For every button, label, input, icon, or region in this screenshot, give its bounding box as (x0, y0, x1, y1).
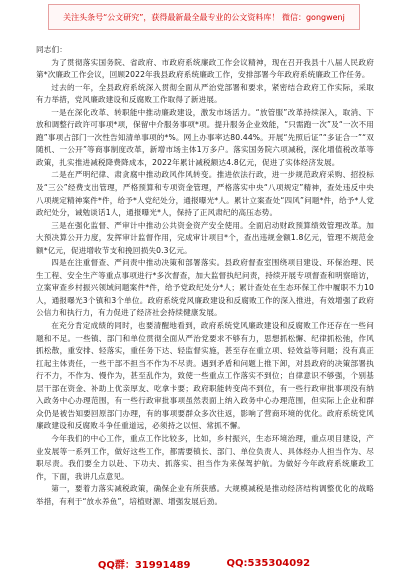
paragraph: 今年我们的中心工作，重点工作比较多，比如，乡村振兴，生态环境治理，重点项目建设，产业发展等一系列工作，做好这些工作，都需要镇长、部门、单位负责人、具体经办人担当作为、尽职尽责。我们要全力以赴、下功夫、抓落实、担当作为来保驾护航。为做好今年政府系统廉政工作，下面，我讲几点意见。 (36, 433, 374, 481)
salutation: 同志们： (36, 45, 67, 54)
paragraph: 在充分肯定成绩的同时，也要清醒地看到，政府系统党风廉政建设和反腐败工作还存在一些问题和不足。一些镇、部门和单位贯彻全面从严治党要求不够有力，思想抓松懈、纪律抓松弛，作风抓松散，重安排、轻落实，重任务下达、轻监督实施，甚至存在重立项、轻效益等问题；没有真正扛起主体责任，一些干部不担当不作为不尽责。遇到矛盾和问题上推下卸，对县政府的决策部署执行不力，不作为、慢作为，甚至乱作为，致使一些重点工作落实不到位；自律意识不够强，个别基层干部在资金、补助上优亲厚友、吃拿卡要；政府职能转变尚不到位，有一些行政审批事项没有纳入政务中心办理范围，有一些行政审批事项虽然表面上纳入政务中心办理范围，但实际上企业和群众仍是被告知要回原部门办理，有的事项要群众多次往返，影响了营商环境的优化。政府系统党风廉政建设和反腐败斗争任重道远，必须持之以恒、常抓不懈。 (36, 321, 374, 431)
qq-number: QQ:535304092 (226, 557, 311, 569)
paragraph: 一是在深化改革、转职能中推动廉政建设，激发市场活力。“放管服”改革持续深入，取消、下放和调整行政许可事项*项，保留中介服务事项*项。提升服务企业效能，“只需跑一次”及“一次不用跑”事项占部门一次性告知清单事项的*%。网上办事率达80.44%。开展“先照后证”“多证合一”“双随机、一公开”等商事制度改革，新增市场主体1万多户。落实国务院六项减税，深化增值税改革等政策，扎实推进减税降费降成本，2022年累计减税额达4.8亿元，促进了实体经济发展。 (36, 107, 374, 167)
qq-group-number: QQ群：31991489 (97, 559, 191, 571)
promo-banner-text: 关注头条号“公文研究”，获得最新最全最专业的公文资料库！ 微信：gongwenj (63, 12, 345, 22)
paragraph: 过去的一年，全县政府系统深入贯彻全面从严治党部署和要求，紧密结合政府工作实际，采取有力举措，党风廉政建设和反腐败工作取得了新进展。 (36, 82, 374, 105)
paragraph: 三是在强化监督、严审计中推动公共资金资产安全使用。全面启动财政预算绩效管理改革。加大预决算公开力度，发挥审计监督作用，完成审计项目*个，查出违规金额1.8亿元，管理不规范金额*亿元，促进增收节支和挽回损失0.3亿元。 (36, 220, 374, 255)
paragraph: 为了贯彻落实国务院、省政府、市政府系统廉政工作会议精神，现在召开我县十八届人民政府第*次廉政工作会议，回顾2022年我县政府系统廉政工作，安排部署今年政府系统廉政工作任务。 (36, 57, 374, 80)
paragraph: 四是在注重督查、严问责中推动决策和部署落实。县政府督查室围绕项目建设、环保治理、民生工程、安全生产等重点事项进行*多次督查，加大监督执纪问责，持续开展专项督查和明察暗访，立案审查乡村振兴领域问题案件*件，给予党政纪处分*人；累计查处在生态环保工作中履职不力10人，通报曝光3个镇和3个单位。政府系统党风廉政建设和反腐败工作的深入推进，有效增强了政府公信力和执行力，有力促进了经济社会持续健康发展。 (36, 258, 374, 318)
promo-banner (48, 4, 360, 30)
document-body (36, 44, 374, 508)
footer-contacts (0, 552, 408, 574)
paragraph: 第一，要着力落实减税政策，确保企业有所获感。大规模减税是推动经济结构调整优化的战略举措，有利于“放水养鱼”，培植财源、增强发展后劲。 (36, 484, 374, 506)
paragraph: 二是在严明纪律、肃贪腐中推动政风作风转变。推进依法行政，进一步规范政府采购、招投标及“三公”经费支出管理，严格预算和专项资金管理，严格落实中央“八项规定”精神，查处违反中央八项规定精神案件*件，给予*人党纪处分，通报曝光*人。累计立案查处“四风”问题*件，给予*人党政纪处分，诫勉谈话1人，通报曝光*人，保持了正风肃纪的高压态势。 (36, 170, 374, 218)
